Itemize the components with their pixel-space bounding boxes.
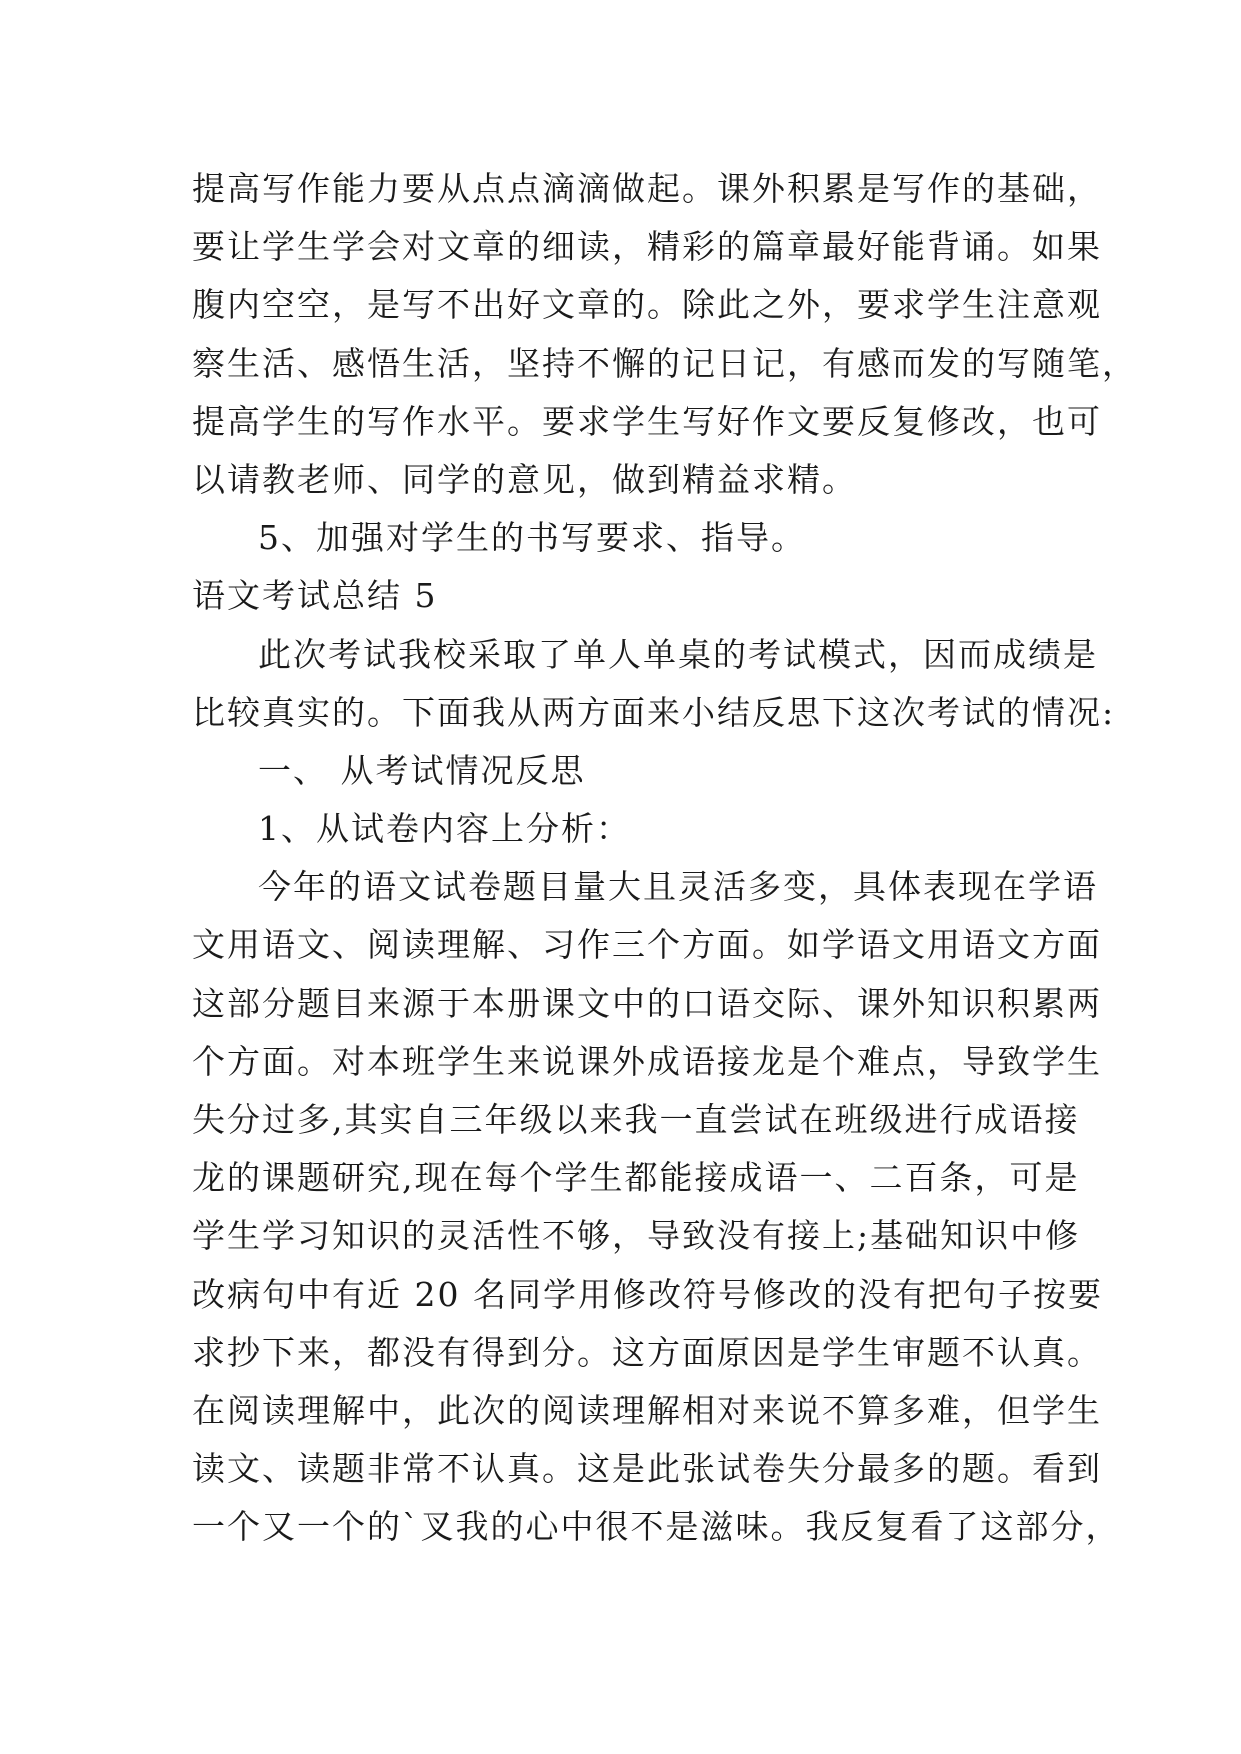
paragraph-line: 个方面。对本班学生来说课外成语接龙是个难点，导致学生 xyxy=(192,1041,1102,1081)
paragraph-line: 察生活、感悟生活，坚持不懈的记日记，有感而发的写随笔， xyxy=(192,343,1137,383)
paragraph-line: 文用语文、阅读理解、习作三个方面。如学语文用语文方面 xyxy=(192,925,1102,965)
paragraph-line: 要让学生学会对文章的细读，精彩的篇章最好能背诵。如果 xyxy=(192,227,1102,267)
paragraph-line: 学生学习知识的灵活性不够，导致没有接上;基础知识中修 xyxy=(192,1216,1081,1256)
paragraph-line: 求抄下来，都没有得到分。这方面原因是学生审题不认真。 xyxy=(192,1332,1102,1372)
paragraph-line: 提高写作能力要从点点滴滴做起。课外积累是写作的基础， xyxy=(192,169,1102,208)
list-item-line: 1、从试卷内容上分析： xyxy=(258,809,631,849)
paragraph-line: 读文、读题非常不认真。这是此张试卷失分最多的题。看到 xyxy=(192,1449,1102,1489)
paragraph-line: 龙的课题研究,现在每个学生都能接成语一、二百条，可是 xyxy=(192,1158,1080,1198)
paragraph-line: 提高学生的写作水平。要求学生写好作文要反复修改，也可 xyxy=(192,401,1102,441)
paragraph-line: 改病句中有近 20 名同学用修改符号修改的没有把句子按要 xyxy=(192,1274,1103,1314)
subsection-heading: 一、 从考试情况反思 xyxy=(258,750,586,790)
document-body xyxy=(192,160,1137,1557)
paragraph-line: 这部分题目来源于本册课文中的口语交际、课外知识积累两 xyxy=(192,983,1102,1023)
paragraph-line: 今年的语文试卷题目量大且灵活多变，具体表现在学语 xyxy=(258,867,1098,907)
paragraph-line: 以请教老师、同学的意见，做到精益求精。 xyxy=(192,459,857,499)
paragraph-line: 在阅读理解中，此次的阅读理解相对来说不算多难，但学生 xyxy=(192,1390,1102,1430)
paragraph-line: 一个又一个的`叉我的心中很不是滋味。我反复看了这部分， xyxy=(192,1507,1121,1547)
paragraph-line: 此次考试我校采取了单人单桌的考试模式，因而成绩是 xyxy=(258,634,1098,674)
list-item-line: 5、加强对学生的书写要求、指导。 xyxy=(258,518,806,558)
paragraph-line: 比较真实的。下面我从两方面来小结反思下这次考试的情况: xyxy=(192,692,1116,732)
paragraph-line: 失分过多,其实自三年级以来我一直尝试在班级进行成语接 xyxy=(192,1100,1080,1139)
section-title: 语文考试总结 5 xyxy=(192,576,438,616)
paragraph-line: 腹内空空，是写不出好文章的。除此之外，要求学生注意观 xyxy=(192,285,1102,325)
